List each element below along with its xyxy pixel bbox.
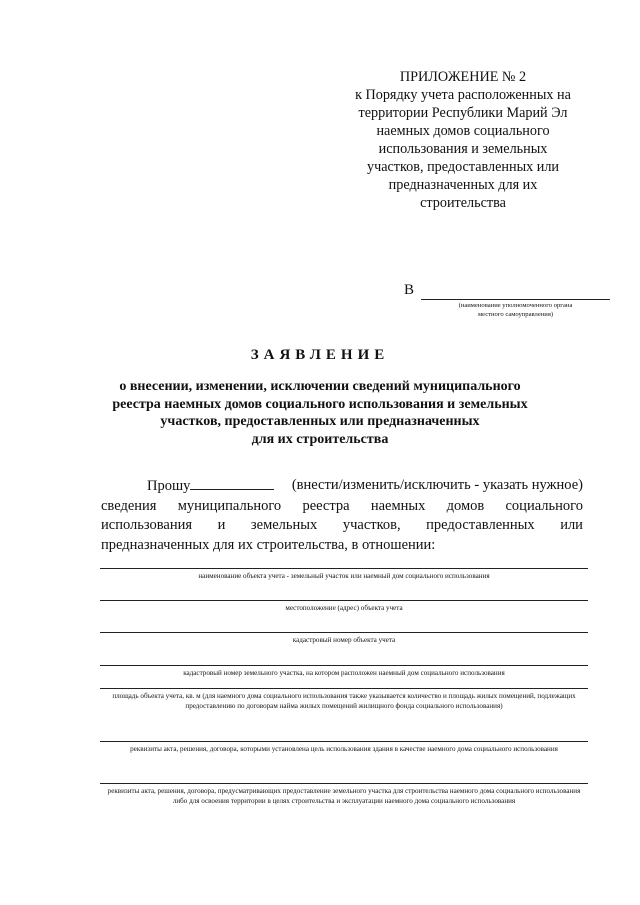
action-hint-text: (внести/изменить/исключить - указать нужное) xyxy=(291,477,583,493)
word: социального xyxy=(505,497,583,514)
field-location xyxy=(100,600,588,613)
field-fill-line[interactable] xyxy=(100,665,588,666)
field-fill-line[interactable] xyxy=(100,568,588,569)
paragraph-line-1 xyxy=(101,476,583,497)
field-cadastral-number xyxy=(100,632,588,645)
field-area xyxy=(100,688,588,711)
field-fill-line[interactable] xyxy=(100,783,588,784)
field-fill-line[interactable] xyxy=(100,632,588,633)
document-subtitle xyxy=(90,378,550,448)
field-land-act xyxy=(100,783,588,806)
appendix-line: предназначенных для их xyxy=(388,177,538,193)
word: наемных xyxy=(370,497,426,514)
addressee-caption-line: местного самоуправления) xyxy=(477,311,554,318)
field-caption: реквизиты акта, решения, договора, которыми установлена цель использования здания в качестве наемного дома социального использования xyxy=(130,745,558,753)
word: домов xyxy=(446,497,485,514)
field-caption: реквизиты акта, решения, договора, предусматривающих предоставление земельного участка для строительства наемного дома социального использования либо для освоения территории в целях строительства и эксплуатации наемного дома социального использования xyxy=(107,787,581,805)
field-caption: наименование объекта учета - земельный участок или наемный дом социального использования xyxy=(198,572,490,580)
field-fill-line[interactable] xyxy=(100,600,588,601)
field-object-name xyxy=(100,568,588,581)
word: предоставленных xyxy=(426,517,535,533)
word: Прошу xyxy=(147,478,191,494)
word: и xyxy=(217,517,226,533)
subtitle-line: для их строительства xyxy=(251,431,389,447)
request-start-text xyxy=(147,476,274,497)
appendix-line: использования и земельных xyxy=(378,141,548,157)
field-fill-line[interactable] xyxy=(100,688,588,689)
addressee-caption xyxy=(421,301,610,319)
field-building-act xyxy=(100,741,588,754)
appendix-line: строительства xyxy=(420,195,506,211)
appendix-line: наемных домов социального xyxy=(376,123,550,139)
addressee-prefix: В xyxy=(404,282,415,298)
field-land-cadastral-number xyxy=(100,665,588,678)
addressee-caption-line: (наименование уполномоченного органа xyxy=(458,302,573,309)
paragraph-line-2 xyxy=(101,497,583,517)
word: муниципального xyxy=(177,497,282,514)
paragraph-line-3 xyxy=(101,516,583,536)
word: земельных xyxy=(250,517,318,533)
word: или xyxy=(560,517,583,533)
field-caption: кадастровый номер объекта учета xyxy=(292,636,396,644)
field-fill-line[interactable] xyxy=(100,741,588,742)
subtitle-line: реестра наемных домов социального использования и земельных xyxy=(112,396,528,412)
appendix-header xyxy=(326,68,600,212)
action-blank[interactable] xyxy=(190,476,274,490)
paragraph-line-4: предназначенных для их строительства, в отношении: xyxy=(101,536,436,553)
document-title: ЗАЯВЛЕНИЕ xyxy=(250,347,390,363)
addressee-fill-line[interactable] xyxy=(421,299,610,300)
subtitle-line: о внесении, изменении, исключении сведений муниципального xyxy=(119,379,521,394)
word: реестра xyxy=(302,497,350,514)
word: использования xyxy=(101,517,193,533)
word: участков, xyxy=(342,517,401,533)
appendix-line: ПРИЛОЖЕНИЕ № 2 xyxy=(399,69,527,85)
word: сведения xyxy=(101,497,157,514)
field-caption: местоположение (адрес) объекта учета xyxy=(285,604,403,612)
appendix-line: территории Республики Марий Эл xyxy=(358,105,568,121)
field-caption: площадь объекта учета, кв. м (для наемного дома социального использования также указывается количество и площадь жилых помещений, подлежащих предоставлению по договорам найма жилых помещений жилищного фонда социального использования) xyxy=(112,692,576,710)
appendix-line: участков, предоставленных или xyxy=(366,159,560,175)
subtitle-line: участков, предоставленных или предназначенных xyxy=(160,414,480,429)
field-caption: кадастровый номер земельного участка, на котором расположен наемный дом социального использования xyxy=(183,669,505,677)
appendix-line: к Порядку учета расположенных на xyxy=(355,87,571,103)
request-paragraph xyxy=(101,476,583,555)
